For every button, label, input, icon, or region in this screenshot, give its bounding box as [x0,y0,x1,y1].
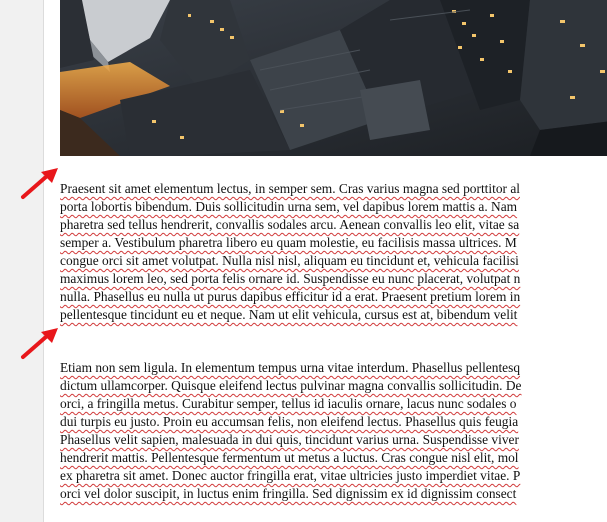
red-arrow-icon [20,326,60,360]
text-line: orci vel dolor suscipit, in luctus enim fringilla. Sed dignissim ex id dignissim consect [60,486,517,501]
text-line: porta lobortis bibendum. Duis sollicitudin urna sem, vel dapibus lorem mattis a. Nam [60,199,518,214]
text-line: Praesent sit amet elementum lectus, in semper sem. Cras varius magna sed porttitor al [60,181,520,196]
text-line: Etiam non sem ligula. In elementum tempus urna vitae interdum. Phasellus pellentesq [60,360,521,375]
text-line: pellentesque tincidunt eu et neque. Nam ut elit vehicula, cursus est at, bibendum velit [60,307,518,322]
text-line: dictum ullamcorper. Quisque eleifend lectus pulvinar magna convallis sollicitudin. De [60,378,522,393]
text-line: congue orci sit amet volutpat. Nulla nisl nisl, aliquam eu tincidunt et, vehicula facilisi [60,253,519,268]
text-line: Phasellus velit sapien, malesuada in dui quis, tincidunt varius urna. Suspendisse viver [60,432,519,447]
paragraph-1[interactable] [60,180,607,324]
text-line: maximus lorem leo, sed porta felis ornare id. Suspendisse eu nunc placerat, volutpat n [60,271,521,286]
text-line: ex pharetra sit amet. Donec auctor fringilla erat, vitae ultricies justo imperdiet vitae. P [60,468,521,483]
text-line: orci, a fringilla metus. Curabitur semper, tellus id iaculis ornare, lacus nunc sodales o [60,396,517,411]
document-page[interactable] [44,0,607,522]
text-line: dui turpis eu justo. Proin eu accumsan felis, non eleifend lectus. Phasellus quis feugia [60,414,519,429]
text-line: hendrerit mattis. Pellentesque fermentum ut metus a luctus. Cras congue nisl elit, mol [60,450,519,465]
city-aerial-photo[interactable] [60,0,607,156]
text-line: semper a. Vestibulum pharetra libero eu quam molestie, eu facilisis massa ultrices. M [60,235,517,250]
paragraph-2[interactable] [60,359,607,503]
text-line: pharetra sed tellus hendrerit, convallis sodales arcu. Aenean convallis leo elit, vitae sa [60,217,520,232]
text-line: nulla. Phasellus eu nulla ut purus dapibus efficitur id a erat. Praesent pretium lorem in [60,289,521,304]
red-arrow-icon [20,166,60,200]
